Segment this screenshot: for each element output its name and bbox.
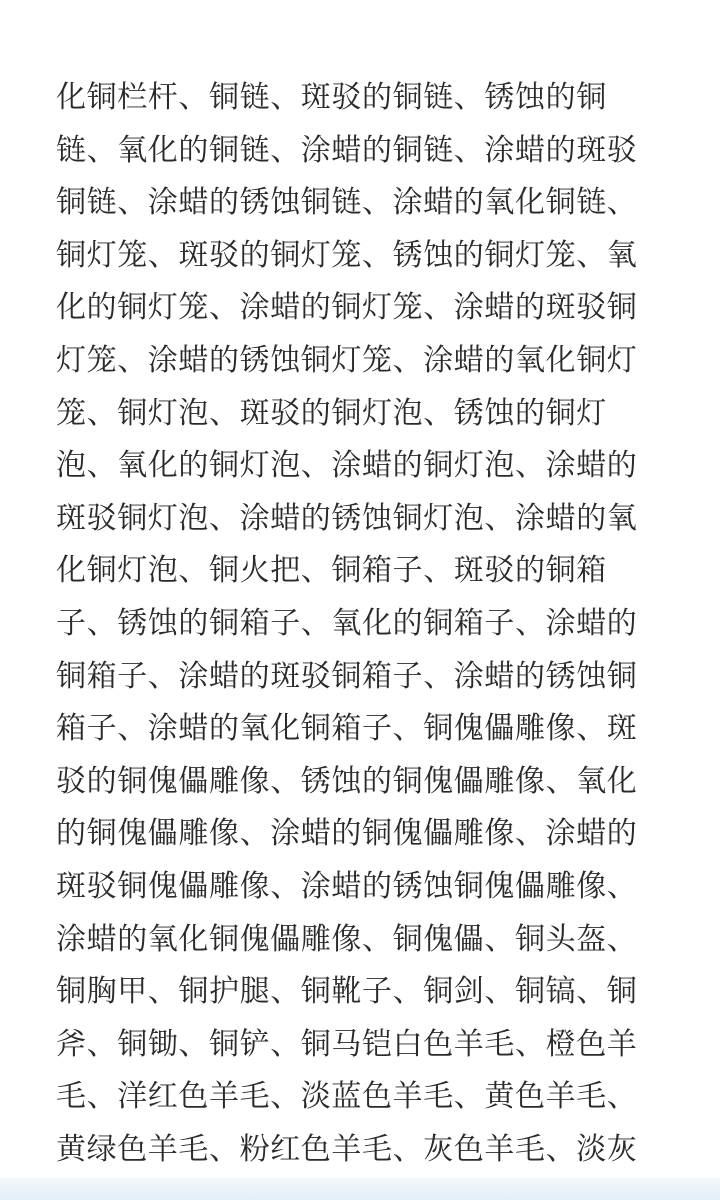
text-line: 涂蜡的氧化铜傀儡雕像、铜傀儡、铜头盔、 [56,921,638,957]
text-line: 子、锈蚀的铜箱子、氧化的铜箱子、涂蜡的 [56,605,638,641]
text-line: 黄绿色羊毛、粉红色羊毛、灰色羊毛、淡灰 [56,1131,638,1167]
text-line: 化的铜灯笼、涂蜡的铜灯笼、涂蜡的斑驳铜 [56,290,638,326]
text-line: 笼、铜灯泡、斑驳的铜灯泡、锈蚀的铜灯 [56,395,607,431]
text-line: 斧、铜锄、铜铲、铜马铠白色羊毛、橙色羊 [56,1026,638,1062]
article-body [56,72,676,1176]
text-line: 化铜栏杆、铜链、斑驳的铜链、锈蚀的铜 [56,80,607,115]
text-line: 铜灯笼、斑驳的铜灯笼、锈蚀的铜灯笼、氧 [56,237,638,273]
text-line: 驳的铜傀儡雕像、锈蚀的铜傀儡雕像、氧化 [56,763,638,799]
text-line: 铜箱子、涂蜡的斑驳铜箱子、涂蜡的锈蚀铜 [56,658,638,694]
text-line: 斑驳铜傀儡雕像、涂蜡的锈蚀铜傀儡雕像、 [56,868,638,904]
bottom-bar [0,1178,720,1200]
text-line: 泡、氧化的铜灯泡、涂蜡的铜灯泡、涂蜡的 [56,448,638,484]
text-line: 化铜灯泡、铜火把、铜箱子、斑驳的铜箱 [56,553,607,589]
text-line: 灯笼、涂蜡的锈蚀铜灯笼、涂蜡的氧化铜灯 [56,342,638,378]
text-line: 毛、洋红色羊毛、淡蓝色羊毛、黄色羊毛、 [56,1079,638,1115]
text-line: 箱子、涂蜡的氧化铜箱子、铜傀儡雕像、斑 [56,711,638,747]
text-line: 链、氧化的铜链、涂蜡的铜链、涂蜡的斑驳 [56,132,638,168]
text-line: 斑驳铜灯泡、涂蜡的锈蚀铜灯泡、涂蜡的氧 [56,500,638,536]
text-line: 铜胸甲、铜护腿、铜靴子、铜剑、铜镐、铜 [56,974,638,1010]
text-line: 的铜傀儡雕像、涂蜡的铜傀儡雕像、涂蜡的 [56,816,638,852]
text-line: 铜链、涂蜡的锈蚀铜链、涂蜡的氧化铜链、 [56,185,638,221]
